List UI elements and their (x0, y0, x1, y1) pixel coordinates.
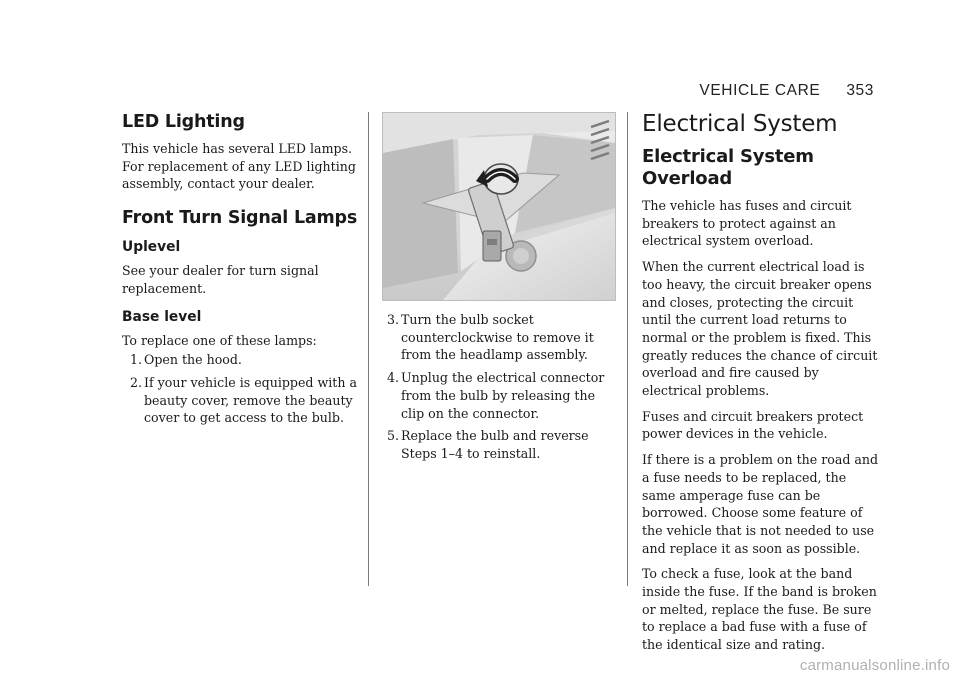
headlamp-illustration (383, 113, 615, 300)
steps-list-2 (383, 311, 619, 463)
steps-list-1 (126, 351, 358, 427)
running-header (699, 82, 874, 100)
paragraph-led: This vehicle has several LED lamps. For replacement of any LED lighting assembly, contact your dealer. (122, 141, 356, 192)
section-title: VEHICLE CARE (699, 82, 821, 99)
paragraph: When the current electrical load is too heavy, the circuit breaker opens and closes, protecting the circuit until the current load returns to normal or the problem is fixed. This greatly reduces the chance of circuit overload and fire caused by electrical problems. (642, 259, 878, 399)
list-item: 2. If your vehicle is equipped with a beauty cover, remove the beauty cover to get access to the bulb. (130, 374, 357, 426)
watermark: carmanualsonline.info (799, 657, 950, 674)
headlamp-bulb-socket-photo (382, 112, 616, 301)
list-item: 5. Replace the bulb and reverse Steps 1–4 to reinstall. (387, 428, 589, 461)
paragraph-base-intro: To replace one of these lamps: (122, 332, 317, 348)
column-1 (122, 111, 358, 432)
column-2 (383, 311, 619, 468)
heading-uplevel: Uplevel (122, 239, 181, 256)
column-rule-1 (368, 112, 369, 586)
paragraph: If there is a problem on the road and a fuse needs to be replaced, the same amperage fuse can be borrowed. Choose some feature of the vehicle that is not needed to use and replace it as soon as possible. (642, 452, 879, 556)
column-rule-2 (627, 112, 628, 586)
paragraph: Fuses and circuit breakers protect power devices in the vehicle. (642, 408, 864, 442)
column-3 (642, 110, 879, 662)
list-item: 4. Unplug the electrical connector from the bulb by releasing the clip on the connector. (387, 370, 605, 421)
list-item: 3. Turn the bulb socket counterclockwise to remove it from the headlamp assembly. (387, 312, 594, 363)
list-item: 1. Open the hood. (130, 352, 242, 368)
paragraph-uplevel: See your dealer for turn signal replacement. (122, 263, 319, 296)
paragraph: To check a fuse, look at the band inside the fuse. If the band is broken or melted, replace the fuse. Be sure to replace a bad fuse with a fuse of the identical size and rating. (642, 566, 877, 653)
paragraph: The vehicle has fuses and circuit breakers to protect against an electrical system overload. (642, 198, 852, 249)
heading-electrical-system: Electrical System (642, 111, 838, 137)
heading-electrical-overload: Electrical System Overload (642, 146, 814, 189)
heading-led-lighting: LED Lighting (122, 112, 245, 132)
heading-front-turn-signal: Front Turn Signal Lamps (122, 208, 358, 229)
page-number: 353 (846, 82, 874, 99)
heading-base-level: Base level (122, 308, 202, 325)
